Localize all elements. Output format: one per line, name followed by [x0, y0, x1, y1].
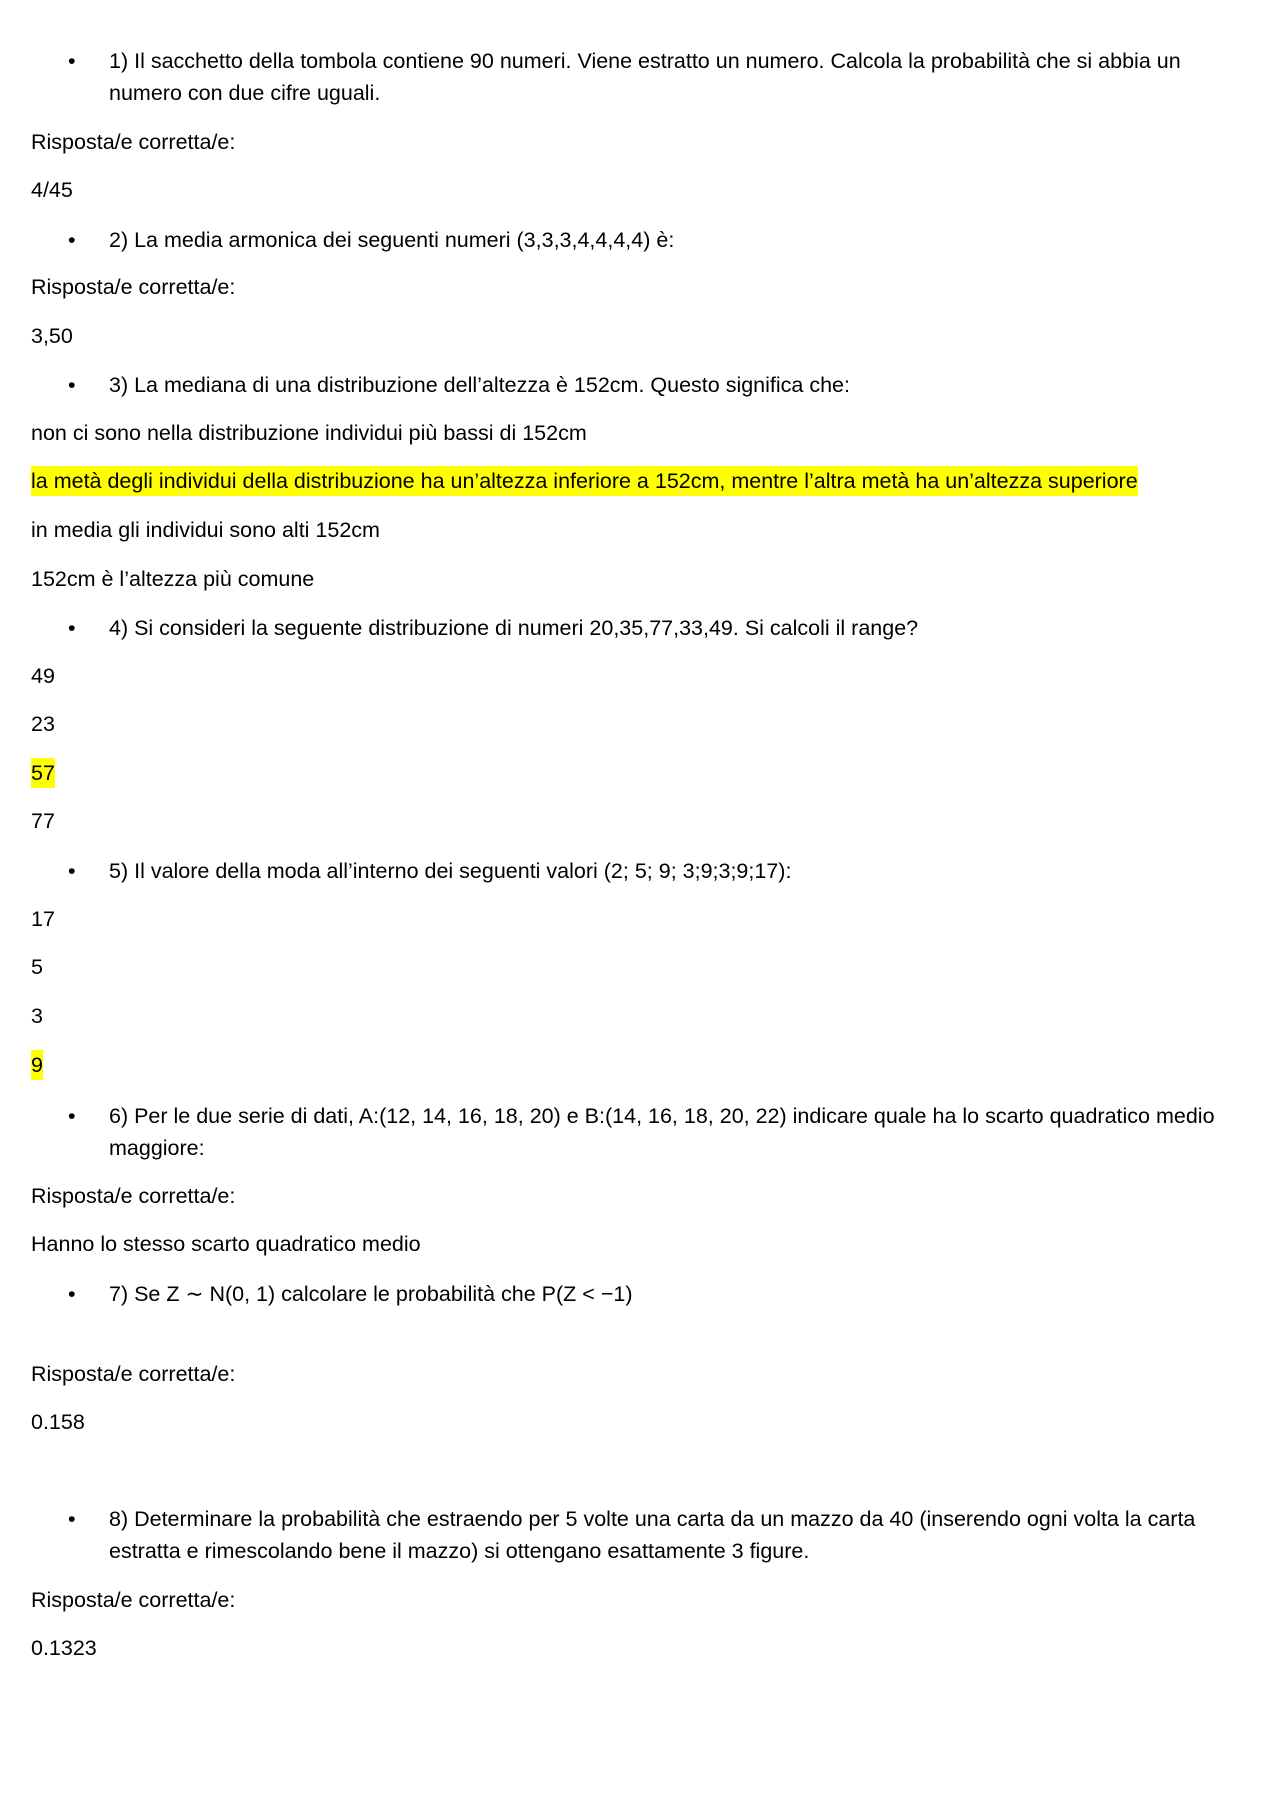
question-3-text: 3) La mediana di una distribuzione dell’altezza è 152cm. Questo significa che: [109, 373, 850, 397]
question-6 [68, 1100, 1248, 1164]
bullet-icon: • [68, 1282, 76, 1306]
question-1-answer-label: Risposta/e corretta/e: [31, 130, 236, 154]
question-2-answer: 3,50 [31, 324, 73, 348]
question-6-line-2: maggiore: [109, 1136, 205, 1160]
question-8-line-1: 8) Determinare la probabilità che estraendo per 5 volte una carta da un mazzo da 40 (inserendo ogni volta la carta [109, 1507, 1196, 1531]
bullet-icon: • [68, 228, 76, 252]
question-2-answer-label: Risposta/e corretta/e: [31, 275, 236, 299]
bullet-icon: • [68, 1507, 76, 1531]
bullet-icon: • [68, 1104, 76, 1128]
question-1 [68, 45, 1248, 109]
question-5-option: 3 [31, 1004, 43, 1028]
question-7-answer-label: Risposta/e corretta/e: [31, 1362, 236, 1386]
question-8-text [109, 1503, 1248, 1567]
question-8-answer-label: Risposta/e corretta/e: [31, 1588, 236, 1612]
question-5-text: 5) Il valore della moda all’interno dei seguenti valori (2; 5; 9; 3;9;3;9;17): [109, 859, 792, 883]
question-1-answer: 4/45 [31, 178, 73, 202]
question-4-option-highlighted: 57 [31, 758, 55, 788]
question-2-text: 2) La media armonica dei seguenti numeri (3,3,3,4,4,4,4) è: [109, 228, 675, 252]
question-8-line-2: estratta e rimescolando bene il mazzo) si ottengano esattamente 3 figure. [109, 1539, 810, 1563]
bullet-icon: • [68, 616, 76, 640]
question-6-line-1: 6) Per le due serie di dati, A:(12, 14, 16, 18, 20) e B:(14, 16, 18, 20, 22) indicare quale ha lo scarto quadratico medio [109, 1104, 1215, 1128]
question-5 [68, 855, 1248, 887]
question-4-option: 49 [31, 664, 55, 688]
question-5-option-highlighted: 9 [31, 1050, 43, 1080]
question-6-answer-label: Risposta/e corretta/e: [31, 1184, 236, 1208]
question-3-option: 152cm è l’altezza più comune [31, 567, 315, 591]
question-3-option-highlighted: la metà degli individui della distribuzione ha un’altezza inferiore a 152cm, mentre l’altra metà ha un’altezza superiore [31, 466, 1138, 496]
question-4-option: 23 [31, 712, 55, 736]
question-8 [68, 1503, 1248, 1567]
question-4-text: 4) Si consideri la seguente distribuzione di numeri 20,35,77,33,49. Si calcoli il range? [109, 616, 919, 640]
question-3-option: in media gli individui sono alti 152cm [31, 518, 380, 542]
question-7 [68, 1278, 1248, 1310]
bullet-icon: • [68, 49, 76, 73]
question-5-option: 17 [31, 907, 55, 931]
question-2 [68, 224, 1248, 256]
question-3 [68, 369, 1248, 401]
question-5-option: 5 [31, 955, 43, 979]
bullet-icon: • [68, 373, 76, 397]
question-4-option: 77 [31, 809, 55, 833]
bullet-icon: • [68, 859, 76, 883]
question-3-option: non ci sono nella distribuzione individui più bassi di 152cm [31, 421, 587, 445]
question-4 [68, 612, 1248, 644]
question-7-answer: 0.158 [31, 1410, 85, 1434]
question-6-text [109, 1100, 1248, 1164]
question-7-text: 7) Se Z ∼ N(0, 1) calcolare le probabilità che P(Z < −1) [109, 1282, 633, 1306]
question-6-answer: Hanno lo stesso scarto quadratico medio [31, 1232, 421, 1256]
question-1-line-1: 1) Il sacchetto della tombola contiene 90 numeri. Viene estratto un numero. Calcola la probabilità che si abbia un [109, 49, 1181, 73]
question-1-text [109, 45, 1248, 109]
question-8-answer: 0.1323 [31, 1636, 97, 1660]
question-1-line-2: numero con due cifre uguali. [109, 81, 381, 105]
